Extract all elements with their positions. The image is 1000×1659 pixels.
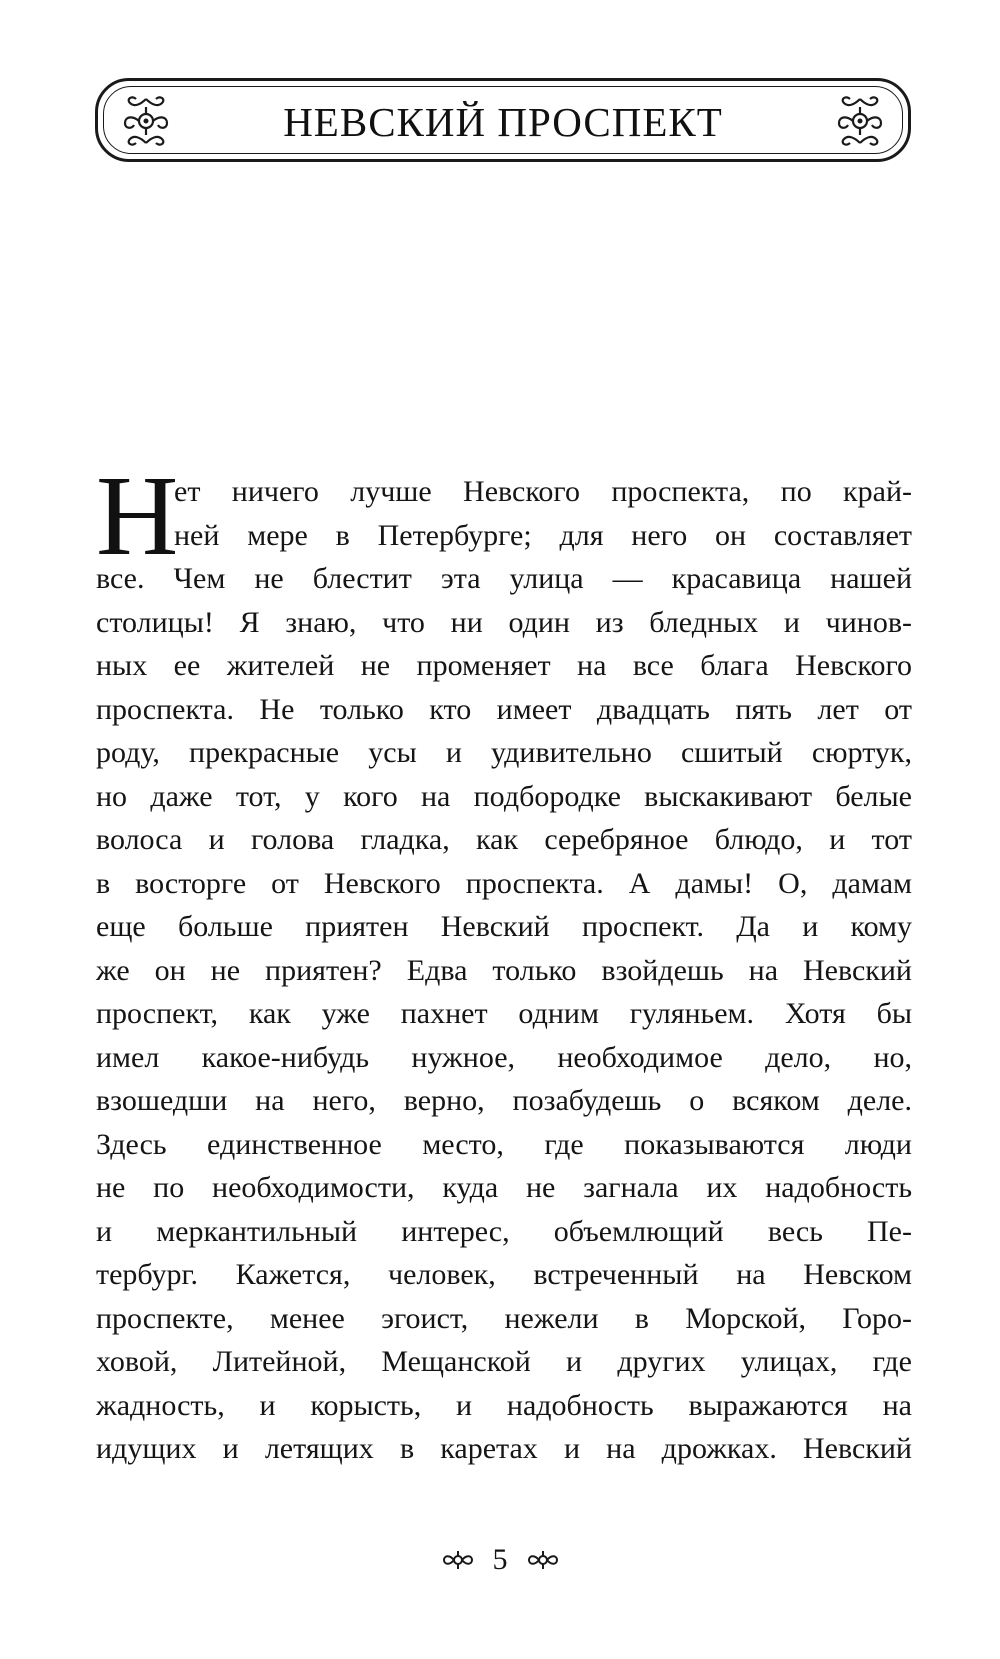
footer-right-flourish-icon [526, 1549, 560, 1571]
text-line: имел какое-нибудь нужное, необходимое дело, но, [96, 1040, 912, 1074]
text-line: столицы! Я знаю, что ни один из бледных и чинов- [96, 605, 912, 639]
chapter-header [95, 78, 911, 162]
drop-cap: Н [96, 452, 179, 579]
body-text [96, 452, 912, 1471]
text-line: взошедши на него, верно, позабудешь о всяком деле. [96, 1084, 912, 1117]
text-line: волоса и голова гладка, как серебряное блюдо, и тот [96, 823, 912, 856]
text-line: но даже тот, у кого на подбородке выскакивают белые [96, 779, 912, 813]
text-line: проспекте, менее эгоист, нежели в Морской, Горо- [96, 1301, 912, 1335]
text-line: еще больше приятен Невский проспект. Да и кому [96, 910, 912, 943]
right-flourish-icon [834, 93, 886, 149]
chapter-title: НЕВСКИЙ ПРОСПЕКТ [283, 99, 723, 145]
text-line: ховой, Литейной, Мещанской и других улицах, где [96, 1345, 912, 1378]
text-line: ней мере в Петербурге; для него он составляет [174, 518, 912, 552]
text-line: идущих и летящих в каретах и на дрожках. Невский [96, 1432, 912, 1465]
footer-left-flourish-icon [441, 1549, 475, 1571]
text-line: проспект, как уже пахнет одним гуляньем. Хотя бы [96, 997, 912, 1030]
text-line: же он не приятен? Едва только взойдешь на Невский [96, 953, 912, 987]
text-line: не по необходимости, куда не загнала их надобность [96, 1171, 912, 1204]
text-line: Здесь единственное место, где показываются люди [96, 1127, 912, 1161]
text-line: проспекта. Не только кто имеет двадцать пять лет от [96, 692, 912, 726]
text-line: тербург. Кажется, человек, встреченный на Невском [96, 1258, 912, 1291]
page-footer [0, 1540, 1000, 1580]
text-line: роду, прекрасные усы и удивительно сшитый сюртук, [96, 736, 912, 769]
text-line: ет ничего лучше Невского проспекта, по край- [174, 475, 912, 508]
text-line: ных ее жителей не променяет на все блага Невского [96, 649, 912, 682]
text-line: жадность, и корысть, и надобность выражаются на [96, 1388, 912, 1422]
text-line: все. Чем не блестит эта улица — красавица нашей [96, 562, 912, 595]
page-number: 5 [492, 1543, 508, 1576]
text-line: и меркантильный интерес, объемлющий весь Пе- [96, 1214, 912, 1248]
text-line: в восторге от Невского проспекта. А дамы! О, дамам [96, 866, 912, 900]
